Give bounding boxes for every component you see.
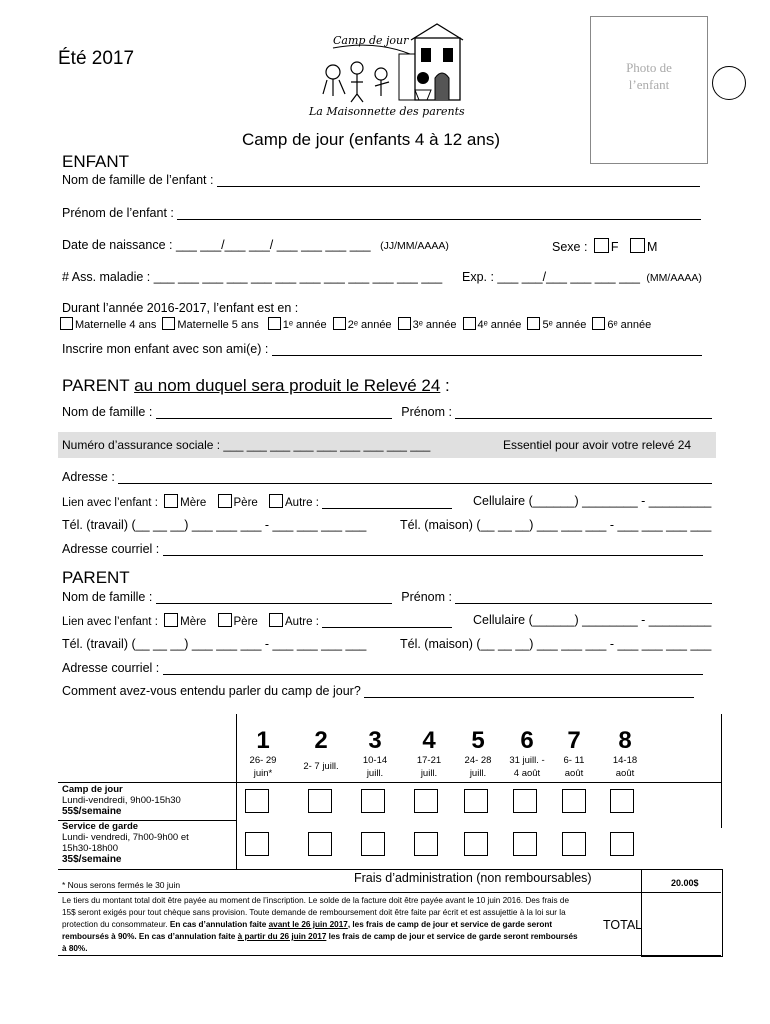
week-header <box>240 728 286 780</box>
level-label: 3ᵉ année <box>412 319 457 331</box>
logo-text-top: Camp de jour <box>333 34 409 47</box>
week-number: 1 <box>256 727 270 754</box>
referral-field[interactable] <box>364 697 694 698</box>
relation-father-checkbox[interactable] <box>218 494 232 508</box>
week-dates: 31 juill. - <box>509 755 545 766</box>
week-header <box>503 728 551 780</box>
referral-row <box>62 684 694 698</box>
level-label: 6ᵉ année <box>607 319 652 331</box>
section-enfant-heading: ENFANT <box>62 152 130 171</box>
week-dates: juill. <box>420 768 438 779</box>
child-firstname-field[interactable] <box>177 219 701 220</box>
sex-label: Sexe : <box>552 240 588 254</box>
season-title: Été 2017 <box>58 48 135 69</box>
week-header <box>352 728 398 780</box>
week-header <box>296 728 346 773</box>
health-card-field[interactable]: # Ass. maladie : ___ ___ ___ ___ ___ ___ ___ ___ ___ ___ ___ ___ <box>62 270 443 284</box>
camp-week-checkbox[interactable] <box>361 789 385 813</box>
parent1-heading-suffix: : <box>440 376 450 395</box>
week-dates: 6- 11 <box>563 755 585 766</box>
week-number: 6 <box>520 727 534 754</box>
parent2-email-field[interactable] <box>163 674 703 675</box>
garde-week-checkbox[interactable] <box>361 832 385 856</box>
sex-f-label: F <box>610 240 619 254</box>
garde-row-label <box>62 821 189 865</box>
policy-bold: En cas d’annulation faite <box>169 920 267 929</box>
child-photo-box <box>590 16 708 164</box>
school-year-label: Durant l’année 2016-2017, l’enfant est en : <box>62 301 299 315</box>
week-header <box>602 728 648 780</box>
camp-week-checkbox[interactable] <box>513 789 537 813</box>
policy-underlined: à partir du 26 juin 2017 <box>237 932 327 941</box>
camp-title: Camp de jour <box>62 784 123 795</box>
garde-week-checkbox[interactable] <box>464 832 488 856</box>
section-parent1-heading <box>62 376 450 396</box>
relation-label: Lien avec l’enfant : <box>62 616 158 628</box>
relation-other-field[interactable] <box>322 508 452 509</box>
friend-field[interactable] <box>272 355 702 356</box>
parent1-home-phone[interactable]: Tél. (maison) (__ __ __) ___ ___ ___ - ___ ___ ___ ___ <box>400 518 712 532</box>
photo-label: Photo de <box>626 60 672 75</box>
parent1-email-field[interactable] <box>163 555 703 556</box>
garde-week-checkbox[interactable] <box>308 832 332 856</box>
garde-week-checkbox[interactable] <box>610 832 634 856</box>
week-dates: juin* <box>253 768 273 779</box>
parent1-address-field[interactable] <box>118 483 712 484</box>
camp-logo <box>305 20 475 120</box>
divider <box>58 782 721 783</box>
week-header <box>455 728 501 780</box>
parent2-cell-field[interactable]: Cellulaire (______) ________ - _________ <box>473 613 712 627</box>
week-number: 5 <box>471 727 485 754</box>
parent1-cell-field[interactable]: Cellulaire (______) ________ - _________ <box>473 494 712 508</box>
birthdate-row <box>62 238 449 252</box>
relation-other-label: Autre : <box>285 616 319 628</box>
week-dates: 2- 7 juill. <box>303 761 339 772</box>
week-dates: 10-14 <box>362 755 388 766</box>
sex-m-checkbox[interactable] <box>630 238 645 253</box>
week-number: 7 <box>567 727 581 754</box>
relation-mother-checkbox[interactable] <box>164 494 178 508</box>
policy-bold: les frais de camp de jour et service de garde seront remboursés à 80%. <box>62 932 578 953</box>
camp-price: 55$/semaine <box>62 806 122 817</box>
policy-text: Le tiers du montant total doit être payée au moment de l’inscription. Le solde de la facture doit être payée avant le 10 juin 2016. Des frais de 15$ seront exigés pour tout chèque sans provision. Toute demande de remboursement doit être faite par écrit et est assujettie à la loi sur la protection du consommateur. <box>62 896 570 929</box>
relation-mother-label: Mère <box>180 616 207 628</box>
parent2-firstname-field[interactable] <box>455 603 712 604</box>
garde-week-checkbox[interactable] <box>414 832 438 856</box>
policy-underlined: avant le 26 juin 2017 <box>268 920 348 929</box>
garde-title: Service de garde <box>62 821 139 832</box>
garde-hours: Lundi- vendredi, 7h00-9h00 et <box>62 832 189 843</box>
week-dates: 17-21 <box>416 755 442 766</box>
parent2-email-label: Adresse courriel : <box>62 661 160 675</box>
divider <box>58 869 641 870</box>
parent1-work-phone[interactable]: Tél. (travail) (__ __ __) ___ ___ ___ - ___ ___ ___ ___ <box>62 518 367 532</box>
camp-week-checkbox[interactable] <box>562 789 586 813</box>
refund-policy <box>62 895 582 955</box>
parent1-address-label: Adresse : <box>62 470 115 484</box>
parent2-name-row <box>62 590 712 604</box>
week-dates: août <box>564 768 584 779</box>
sex-f-checkbox[interactable] <box>594 238 609 253</box>
week-number: 4 <box>422 727 436 754</box>
photo-label-2: l’enfant <box>628 77 670 92</box>
relation-father-checkbox[interactable] <box>218 613 232 627</box>
relation-father-label: Père <box>233 616 258 628</box>
relation-other-field[interactable] <box>322 627 452 628</box>
relation-other-label: Autre : <box>285 497 319 509</box>
garde-week-checkbox[interactable] <box>245 832 269 856</box>
parent1-name-row <box>62 405 712 419</box>
policy-bold: , les frais de camp de jour et service de garde seront remboursés à 90%. En cas d’annulation faite <box>62 920 553 941</box>
section-parent2-heading: PARENT <box>62 568 130 587</box>
parent1-heading-text: PARENT <box>62 376 130 395</box>
sin-note: Essentiel pour avoir votre relevé 24 <box>503 438 692 452</box>
parent1-firstname-label: Prénom : <box>401 405 452 419</box>
total-field[interactable] <box>642 893 720 953</box>
sex-m-label: M <box>647 240 658 254</box>
relation-other-checkbox[interactable] <box>269 494 283 508</box>
child-lastname-field[interactable] <box>217 186 700 187</box>
expiry-field[interactable]: Exp. : ___ ___/___ ___ ___ ___ <box>462 270 640 284</box>
parent2-firstname-label: Prénom : <box>401 590 452 604</box>
week-dates: 26- 29 <box>249 755 277 766</box>
week-dates: 14-18 <box>612 755 638 766</box>
child-lastname-label: Nom de famille de l’enfant : <box>62 173 214 187</box>
parent2-work-phone[interactable]: Tél. (travail) (__ __ __) ___ ___ ___ - ___ ___ ___ ___ <box>62 637 367 651</box>
closed-note: * Nous serons fermés le 30 juin <box>62 880 181 890</box>
level-checkbox[interactable] <box>592 317 605 330</box>
admin-fee-label: Frais d’administration (non remboursables) <box>354 871 592 885</box>
level-checkbox[interactable] <box>268 317 281 330</box>
week-dates: août <box>615 768 635 779</box>
parent1-email-row <box>62 542 703 556</box>
parent2-lastname-field[interactable] <box>156 603 392 604</box>
school-level-options <box>60 317 651 331</box>
parent1-relation-row <box>62 494 452 509</box>
level-checkbox[interactable] <box>162 317 175 330</box>
birthdate-format: (JJ/MM/AAAA) <box>380 240 449 252</box>
sin-field[interactable]: Numéro d’assurance sociale : ___ ___ ___ ___ ___ ___ ___ ___ ___ <box>62 438 431 452</box>
expiry-row <box>462 270 702 284</box>
parent2-relation-row <box>62 613 452 628</box>
week-dates: 4 août <box>513 768 541 779</box>
child-lastname-row <box>62 173 700 187</box>
camp-week-checkbox[interactable] <box>245 789 269 813</box>
week-dates: juill. <box>469 768 487 779</box>
parent2-email-row <box>62 661 703 675</box>
week-header <box>406 728 452 780</box>
camp-row-label <box>62 784 181 817</box>
parent1-lastname-label: Nom de famille : <box>62 405 153 419</box>
form-title: Camp de jour (enfants 4 à 12 ans) <box>242 130 500 149</box>
relation-mother-label: Mère <box>180 497 207 509</box>
health-card-row <box>62 270 442 284</box>
camp-hours: Lundi-vendredi, 9h00-15h30 <box>62 795 181 806</box>
camp-week-checkbox[interactable] <box>414 789 438 813</box>
level-label: 2ᵉ année <box>347 319 392 331</box>
parent1-email-label: Adresse courriel : <box>62 542 160 556</box>
level-checkbox[interactable] <box>333 317 346 330</box>
level-checkbox[interactable] <box>398 317 411 330</box>
parent1-lastname-field[interactable] <box>156 418 392 419</box>
child-firstname-label: Prénom de l’enfant : <box>62 206 174 220</box>
garde-week-checkbox[interactable] <box>513 832 537 856</box>
week-number: 8 <box>618 727 632 754</box>
parent2-home-phone[interactable]: Tél. (maison) (__ __ __) ___ ___ ___ - ___ ___ ___ ___ <box>400 637 712 651</box>
level-checkbox[interactable] <box>463 317 476 330</box>
week-number: 2 <box>314 727 328 754</box>
week-dates: juill. <box>366 768 384 779</box>
relation-other-checkbox[interactable] <box>269 613 283 627</box>
total-label: TOTAL <box>603 918 643 932</box>
sex-row <box>552 238 657 254</box>
level-checkbox[interactable] <box>527 317 540 330</box>
parent1-firstname-field[interactable] <box>455 418 712 419</box>
garde-hours: 15h30-18h00 <box>62 843 118 854</box>
friend-row <box>62 342 702 356</box>
divider <box>721 714 722 828</box>
camp-week-checkbox[interactable] <box>464 789 488 813</box>
week-number: 3 <box>368 727 382 754</box>
divider <box>58 892 641 893</box>
camp-week-checkbox[interactable] <box>610 789 634 813</box>
friend-label: Inscrire mon enfant avec son ami(e) : <box>62 342 269 356</box>
parent1-heading-underlined: au nom duquel sera produit le Relevé 24 <box>134 376 441 395</box>
level-label: 5ᵉ année <box>542 319 587 331</box>
logo-text-bottom: La Maisonnette des parents <box>309 105 465 118</box>
parent2-lastname-label: Nom de famille : <box>62 590 153 604</box>
divider <box>58 955 721 956</box>
garde-week-checkbox[interactable] <box>562 832 586 856</box>
week-dates: 24- 28 <box>464 755 492 766</box>
parent1-address-row <box>62 470 712 484</box>
week-header <box>553 728 595 780</box>
level-label: Maternelle 5 ans <box>177 319 259 331</box>
referral-label: Comment avez-vous entendu parler du camp de jour? <box>62 684 361 698</box>
relation-father-label: Père <box>233 497 258 509</box>
camp-week-checkbox[interactable] <box>308 789 332 813</box>
level-label: 1ᵉ année <box>282 319 327 331</box>
expiry-format: (MM/AAAA) <box>646 272 702 284</box>
level-label: 4ᵉ année <box>477 319 522 331</box>
relation-label: Lien avec l’enfant : <box>62 497 158 509</box>
status-circle <box>712 66 746 100</box>
level-checkbox[interactable] <box>60 317 73 330</box>
child-firstname-row <box>62 206 701 220</box>
level-label: Maternelle 4 ans <box>75 319 157 331</box>
birthdate-field[interactable]: Date de naissance : ___ ___/___ ___/ ___ ___ ___ ___ <box>62 238 371 252</box>
garde-price: 35$/semaine <box>62 854 122 865</box>
relation-mother-checkbox[interactable] <box>164 613 178 627</box>
admin-fee-value: 20.00$ <box>671 878 699 888</box>
divider <box>236 714 237 870</box>
